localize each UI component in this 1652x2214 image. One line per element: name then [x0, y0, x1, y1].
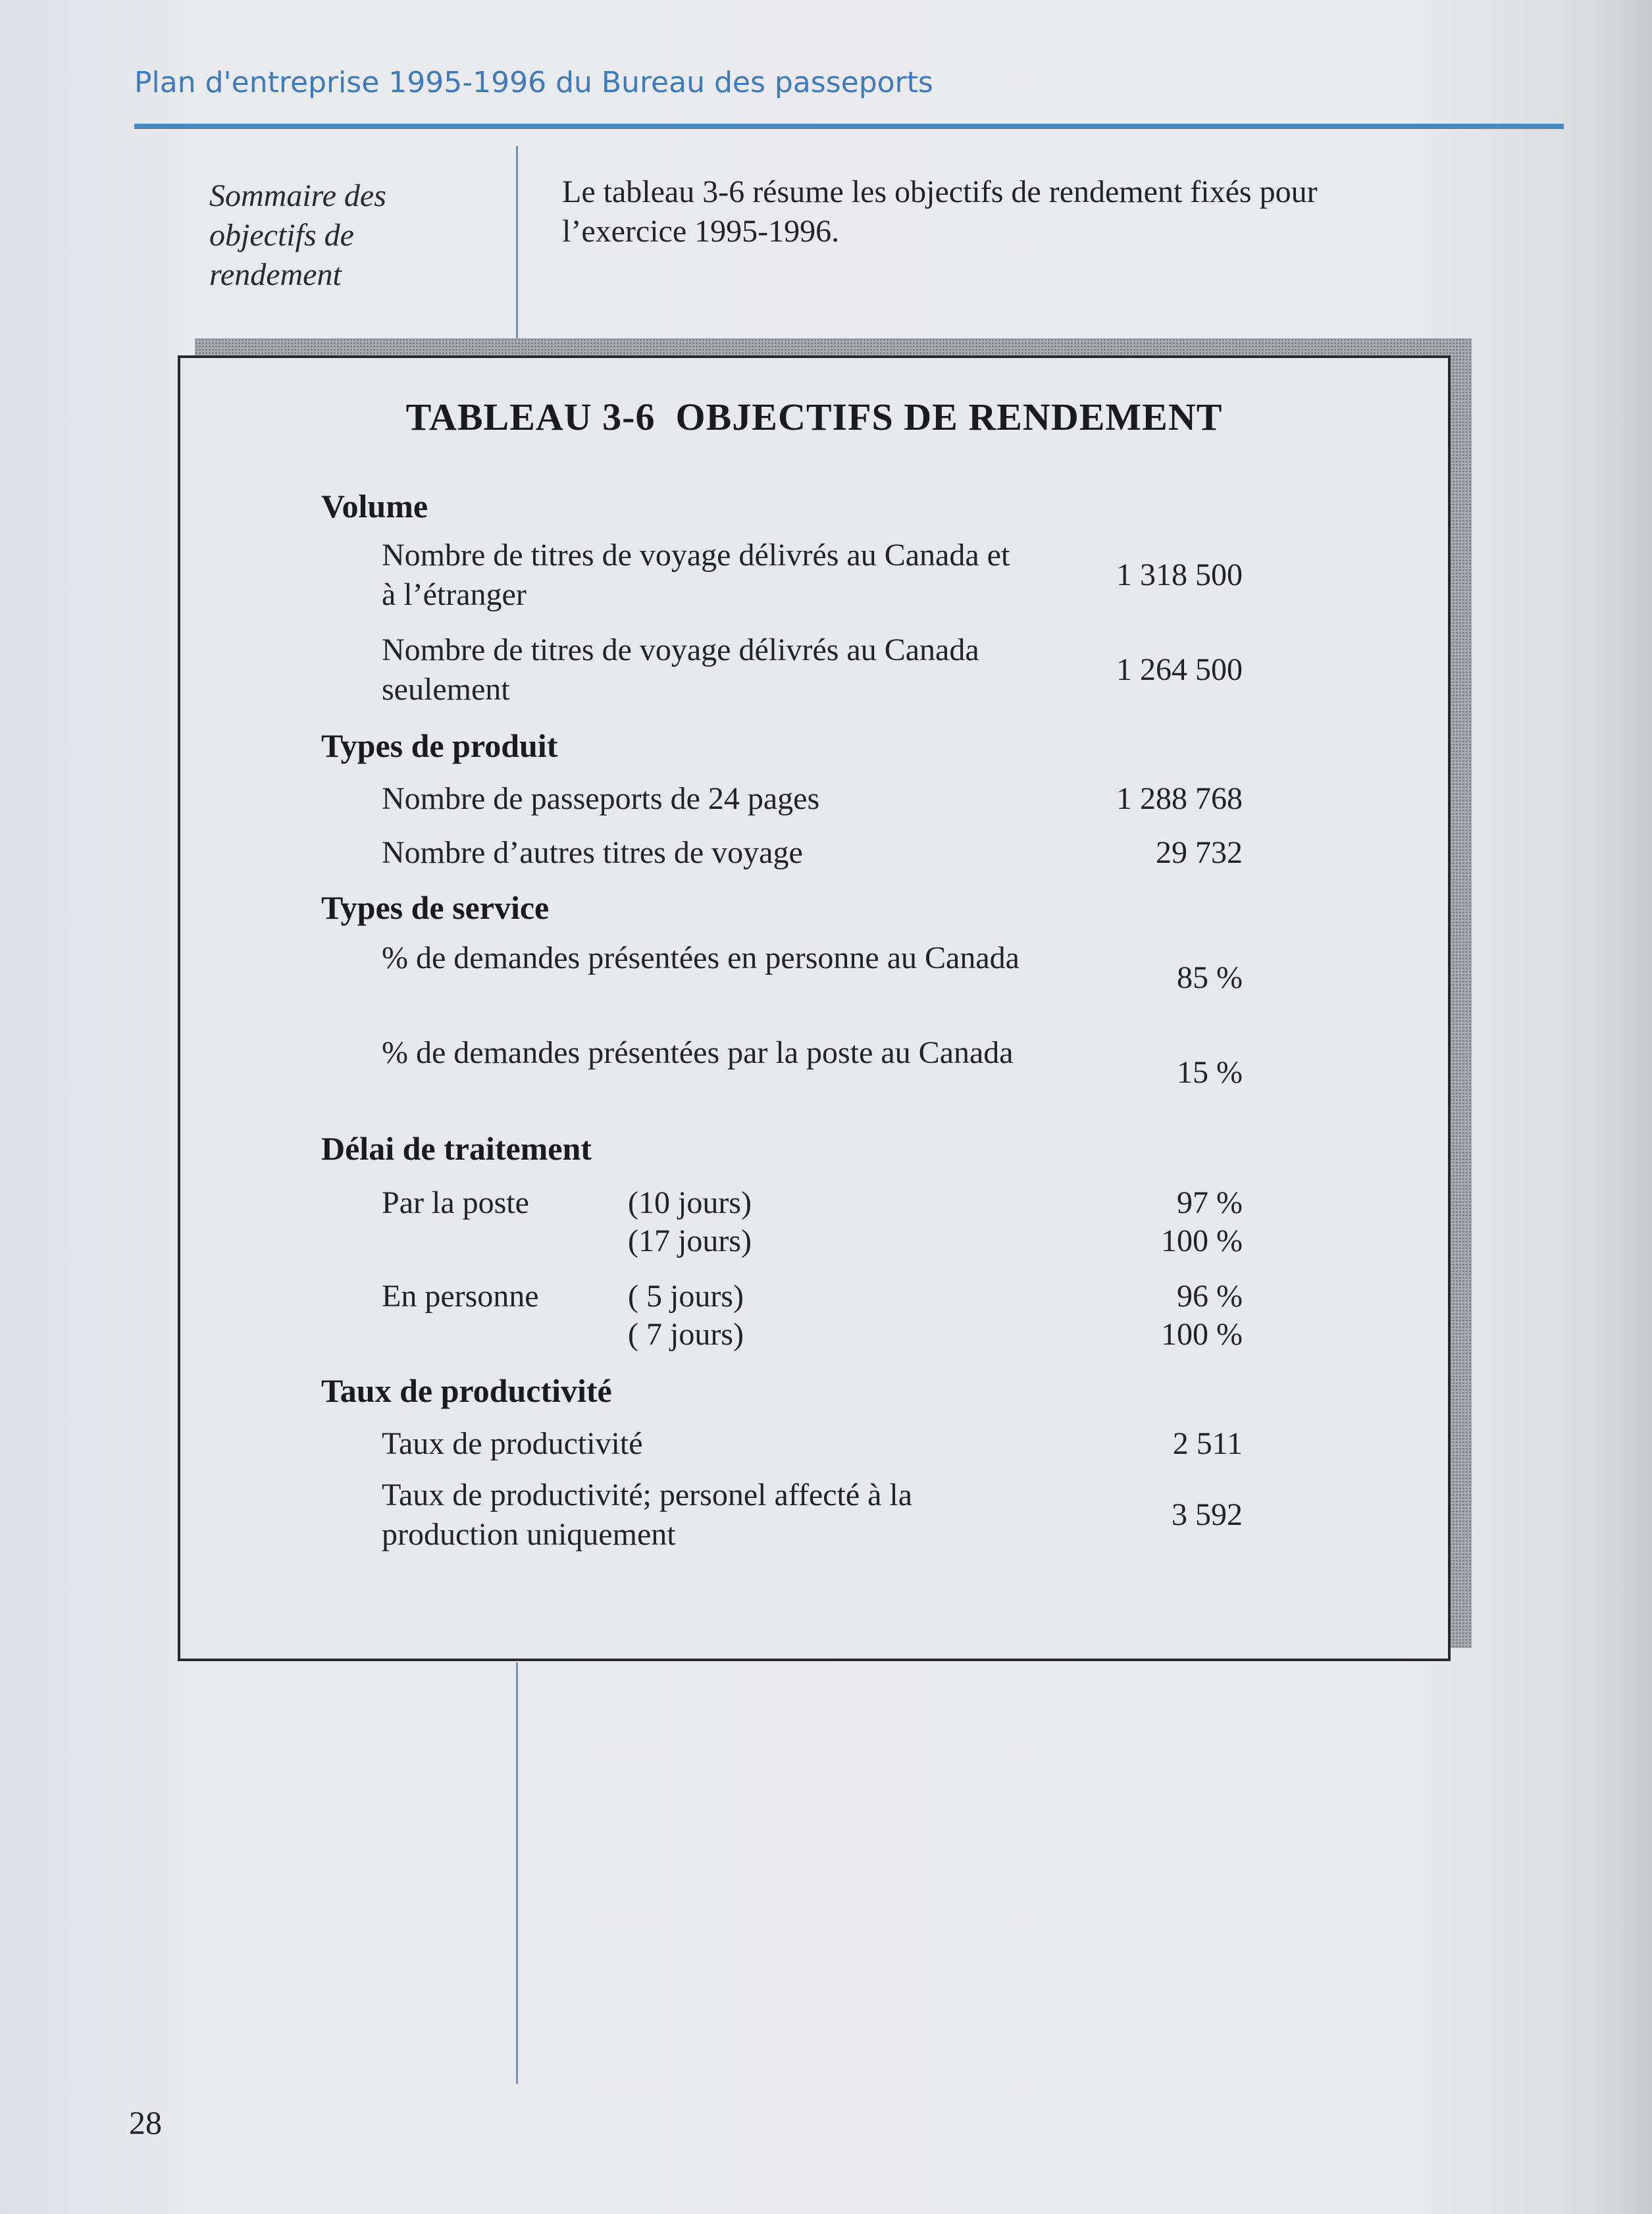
section-heading-products: Types de produit	[321, 727, 558, 764]
row-value-in-person-applications: 85 %	[1177, 960, 1243, 995]
margin-heading-line-3: rendement	[209, 257, 342, 292]
row-label-productivity-production-staff: Taux de productivité; personel affecté à la production uniquement	[382, 1478, 913, 1552]
processing-mail-value-10: 97 %	[1177, 1185, 1243, 1220]
header-rule	[134, 124, 1564, 129]
margin-heading	[209, 176, 499, 295]
row-value-productivity-production-staff: 3 592	[1172, 1497, 1243, 1532]
section-heading-services: Types de service	[321, 889, 550, 926]
column-divider-top	[516, 146, 518, 344]
table-title: TABLEAU 3-6 OBJECTIFS DE RENDEMENT	[405, 396, 1223, 438]
section-heading-productivity: Taux de productivité	[321, 1372, 612, 1409]
processing-person-value-5: 96 %	[1177, 1279, 1243, 1314]
row-value-24-page-passports: 1 288 768	[1116, 781, 1243, 816]
row-label-mail-applications: % de demandes présentées par la poste au Canada	[382, 1035, 1014, 1070]
processing-person-days-7: ( 7 jours)	[628, 1317, 744, 1352]
intro-paragraph: Le tableau 3-6 résume les objectifs de rendement fixés pour l’exercice 1995-1996.	[562, 174, 1318, 249]
section-heading-processing-time: Délai de traitement	[321, 1130, 592, 1167]
column-divider-bottom	[516, 1662, 518, 2084]
row-label-by-mail: Par la poste	[382, 1185, 529, 1220]
performance-objectives-table	[178, 355, 1451, 1661]
processing-mail-days-17: (17 jours)	[628, 1223, 752, 1258]
row-label-titles-canada-abroad: Nombre de titres de voyage délivrés au Canada et à l’étranger	[382, 538, 1010, 612]
section-heading-volume: Volume	[321, 488, 428, 525]
page-number: 28	[129, 2104, 162, 2141]
row-label-titles-canada-only: Nombre de titres de voyage délivrés au Canada seulement	[382, 632, 979, 707]
row-label-other-travel-documents: Nombre d’autres titres de voyage	[382, 835, 803, 870]
row-label-24-page-passports: Nombre de passeports de 24 pages	[382, 781, 820, 816]
processing-mail-value-17: 100 %	[1161, 1223, 1243, 1258]
row-value-other-travel-documents: 29 732	[1156, 835, 1243, 870]
processing-person-value-7: 100 %	[1161, 1317, 1243, 1352]
margin-heading-line-2: objectifs de	[209, 218, 354, 253]
row-value-titles-canada-only: 1 264 500	[1116, 652, 1243, 687]
running-header: Plan d'entreprise 1995-1996 du Bureau des passeports	[134, 66, 933, 99]
processing-person-days-5: ( 5 jours)	[628, 1279, 744, 1314]
processing-mail-days-10: (10 jours)	[628, 1185, 752, 1220]
margin-heading-line-1: Sommaire des	[209, 178, 386, 213]
row-label-in-person: En personne	[382, 1279, 539, 1314]
row-value-titles-canada-abroad: 1 318 500	[1116, 557, 1243, 592]
row-value-mail-applications: 15 %	[1177, 1055, 1243, 1090]
row-value-productivity-rate: 2 511	[1172, 1426, 1243, 1461]
row-label-in-person-applications: % de demandes présentées en personne au Canada	[382, 940, 1020, 975]
row-label-productivity-rate: Taux de productivité	[382, 1426, 643, 1461]
